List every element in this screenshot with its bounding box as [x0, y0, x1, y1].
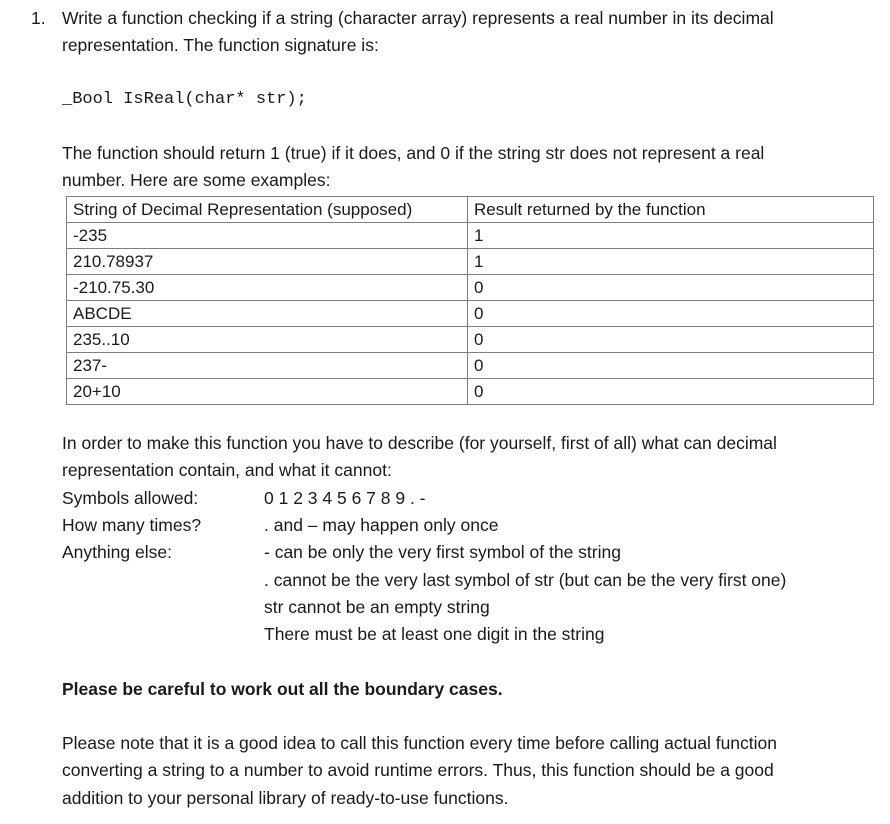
- table-header-result: Result returned by the function: [468, 197, 874, 223]
- table-cell-string: 20+10: [67, 379, 468, 405]
- function-signature: _Bool IsReal(char* str);: [62, 90, 307, 109]
- table-row: [67, 249, 874, 275]
- how-many-times-label: How many times?: [62, 515, 202, 535]
- table-header-row: [67, 197, 874, 223]
- table-cell-string: ABCDE: [67, 301, 468, 327]
- table-row: [67, 379, 874, 405]
- task-intro-line-1: Write a function checking if a string (character array) represents a real number in its decimal: [62, 8, 774, 28]
- table-cell-result: 0: [468, 353, 874, 379]
- table-cell-string: 237-: [67, 353, 468, 379]
- table-cell-string: -235: [67, 223, 468, 249]
- task-intro-line-2: representation. The function signature is:: [62, 35, 379, 55]
- examples-table: [66, 196, 874, 405]
- table-row: [67, 301, 874, 327]
- table-cell-result: 0: [468, 379, 874, 405]
- anything-else-label: Anything else:: [62, 542, 172, 562]
- anything-else-rule: str cannot be an empty string: [264, 597, 490, 617]
- return-description-line-1: The function should return 1 (true) if it does, and 0 if the string str does not represent a real: [62, 143, 765, 163]
- table-cell-result: 1: [468, 223, 874, 249]
- note-line-3: addition to your personal library of ready-to-use functions.: [62, 788, 509, 808]
- table-cell-string: 235..10: [67, 327, 468, 353]
- return-description-line-2: number. Here are some examples:: [62, 170, 331, 190]
- table-row: [67, 223, 874, 249]
- list-number: 1.: [31, 8, 46, 28]
- how-many-times-value: . and – may happen only once: [264, 515, 499, 535]
- rules-intro-line-2: representation contain, and what it cannot:: [62, 460, 392, 480]
- anything-else-rule: - can be only the very first symbol of the string: [264, 542, 621, 562]
- symbols-allowed-label: Symbols allowed:: [62, 488, 199, 508]
- table-cell-result: 0: [468, 275, 874, 301]
- table-cell-string: 210.78937: [67, 249, 468, 275]
- rules-intro-line-1: In order to make this function you have to describe (for yourself, first of all) what can decimal: [62, 433, 777, 453]
- table-row: [67, 275, 874, 301]
- table-cell-result: 0: [468, 301, 874, 327]
- anything-else-rule: . cannot be the very last symbol of str (but can be the very first one): [264, 570, 787, 590]
- table-cell-string: -210.75.30: [67, 275, 468, 301]
- table-row: [67, 327, 874, 353]
- table-cell-result: 1: [468, 249, 874, 275]
- note-line-2: converting a string to a number to avoid runtime errors. Thus, this function should be a good: [62, 760, 774, 780]
- anything-else-rule: There must be at least one digit in the string: [264, 624, 605, 644]
- table-cell-result: 0: [468, 327, 874, 353]
- table-header-string: String of Decimal Representation (supposed): [67, 197, 468, 223]
- table-row: [67, 353, 874, 379]
- note-line-1: Please note that it is a good idea to call this function every time before calling actual function: [62, 733, 778, 753]
- boundary-cases-warning: Please be careful to work out all the boundary cases.: [62, 679, 503, 699]
- symbols-allowed-value: 0 1 2 3 4 5 6 7 8 9 . -: [264, 488, 426, 508]
